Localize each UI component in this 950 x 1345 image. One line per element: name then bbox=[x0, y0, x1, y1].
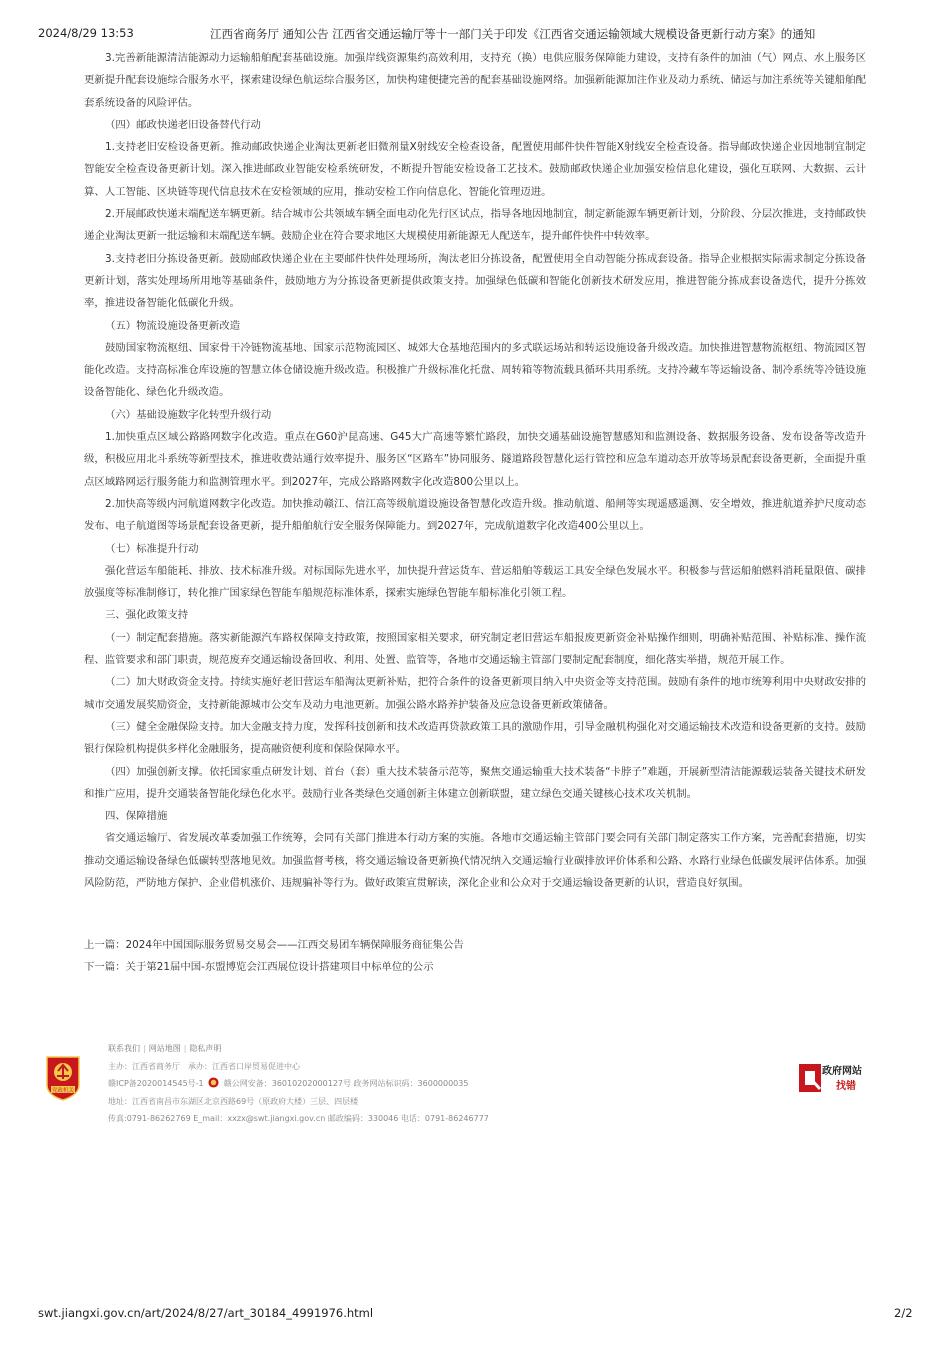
section-heading: 三、强化政策支持 bbox=[105, 609, 189, 622]
section-heading: （四）邮政快递老旧设备替代行动 bbox=[105, 118, 261, 131]
section-heading: 四、保障措施 bbox=[105, 810, 168, 823]
article-navigation bbox=[84, 934, 464, 978]
next-article-link[interactable]: 下一篇：关于第21届中国-东盟博览会江西展位设计搭建项目中标单位的公示 bbox=[84, 961, 434, 973]
article-body bbox=[84, 47, 866, 894]
article-paragraph: 2.加快高等级内河航道网数字化改造。加快推动赣江、信江高等级航道设施设备智慧化改造升级。推动航道、船闸等实现遥感遥测、安全增效，推进航道养护尺度动态发布、电子航道图等场景配套设备更新，提升船舶航行安全服务保障能力。到2027年，完成航道数字化改造400公里以上。 bbox=[84, 497, 866, 533]
police-emblem-icon bbox=[208, 1077, 219, 1088]
footer-police-number[interactable]: 赣公网安备：36010202000127号 政务网站标识码：3600000035 bbox=[223, 1079, 469, 1089]
article-paragraph: 鼓励国家物流枢纽、国家骨干冷链物流基地、国家示范物流园区、城郊大仓基地范围内的多式联运场站和转运设施设备升级改造。加快推进智慧物流枢纽、物流园区智能化改造。支持高标准仓库设施的智慧立体仓储设施升级改造。积极推广升级标准化托盘、周转箱等物流载具循环共用系统。支持冷藏车等运输设备、制冷系统等冷链设施设备智能化、绿色化升级改造。 bbox=[84, 341, 866, 399]
badge-right-line1: 政府网站 bbox=[822, 1066, 862, 1077]
article-paragraph: 强化营运车船能耗、排放、技术标准升级。对标国际先进水平，加快提升营运货车、营运船舶等载运工具安全绿色发展水平。积极参与营运船舶燃料消耗量限值、碳排放强度等标准制修订，转化推广国家绿色智能车船规范标准体系，探索实施绿色智能车船标准化引领工程。 bbox=[84, 564, 866, 600]
article-paragraph: （四）加强创新支撑。依托国家重点研发计划、首台（套）重大技术装备示范等，聚焦交通运输重大技术装备“卡脖子”难题，开展新型清洁能源载运装备关键技术研发和推广应用，提升交通装备智能化绿色化水平。鼓励行业各类绿色交通创新主体建立创新联盟，建立绿色交通关键核心技术攻关机制。 bbox=[84, 765, 866, 800]
footer-registration bbox=[108, 1075, 489, 1093]
footer-contact: 传真:0791-86262769 E_mail：xxzx@swt.jiangxi.gov.cn 邮政编码：330046 电话：0791-86246777 bbox=[108, 1114, 489, 1124]
article-paragraph: （二）加大财政资金支持。持续实施好老旧营运车船淘汰更新补贴，把符合条件的设备更新项目纳入中央资金等支持范围。鼓励有条件的地市统筹利用中央财政安排的城市交通发展奖励资金，支持新能源城市公交车及动力电池更新。加强公路水路养护装备及应急设备更新政策储备。 bbox=[84, 676, 866, 711]
footer-icp-number[interactable]: 赣ICP备2020014545号-1 bbox=[108, 1079, 204, 1089]
article-paragraph: 1.加快重点区域公路路网数字化改造。重点在G60沪昆高速、G45大广高速等繁忙路段，加快交通基础设施智慧感知和监测设备、数据服务设备、发布设备等改造升级，积极应用北斗系统等新型技术，推进收费站通行效率提升、服务区“区路车”协同服务、隧道路段智慧化运行管控和应急车道动态开放等场景配套设备更新，全面提升重点区域路网运行服务能力和监测管理水平。到2027年，完成公路路网数字化改造800公里以上。 bbox=[84, 431, 866, 488]
print-page-url: swt.jiangxi.gov.cn/art/2024/8/27/art_30184_4991976.html bbox=[38, 1306, 374, 1320]
article-paragraph: （一）制定配套措施。落实新能源汽车路权保障支持政策，按照国家相关要求，研究制定老旧营运车船报废更新资金补贴操作细则，明确补贴范围、补贴标准、操作流程、监管要求和部门职责，规范废弃交通运输设备回收、利用、处置、监管等，各地市交通运输主管部门要制定配套制度，细化落实举措，规范开展工作。 bbox=[84, 631, 866, 667]
footer-sponsor: 主办：江西省商务厅 承办：江西省口岸贸易促进中心 bbox=[108, 1061, 300, 1071]
footer-address: 地址：江西省南昌市东湖区北京西路69号（原政府大楼）三层、四层楼 bbox=[108, 1096, 359, 1106]
article-paragraph: 3.完善新能源清洁能源动力运输船舶配套基础设施。加强岸线资源集约高效利用，支持充（换）电供应服务保障能力建设，支持有条件的加油（气）网点、水上服务区更新提升配套设施综合服务水平，探索建设绿色航运综合服务区，加快构建便捷完善的配套基础设施网络。加强新能源加注作业及动力系统、储运与加注系统等关键船舶配套系统设备的风险评估。 bbox=[84, 52, 866, 109]
footer-link-contact[interactable]: 联系我们 bbox=[108, 1044, 140, 1053]
previous-article-link[interactable]: 上一篇：2024年中国国际服务贸易交易会——江西交易团车辆保障服务商征集公告 bbox=[84, 939, 464, 951]
article-paragraph: 3.支持老旧分拣设备更新。鼓励邮政快递企业在主要邮件快件处理场所，淘汰老旧分拣设备，配置使用全自动智能分拣成套设备。指导企业根据实际需求制定分拣设备更新计划，落实处理场所用地等基础条件，鼓励地方为分拣设备更新提供政策支持。加强绿色低碳和智能化创新技术研发应用，推进智能分拣成套设备迭代，提升分拣效率，推进设备智能化低碳化升级。 bbox=[84, 252, 866, 310]
party-government-badge[interactable] bbox=[45, 1055, 81, 1101]
badge-right-line2: 找错 bbox=[836, 1081, 856, 1092]
footer-links: 联系我们 | 网站地图 | 隐私声明 bbox=[108, 1044, 222, 1053]
gov-website-error-report-badge[interactable] bbox=[798, 1060, 872, 1096]
section-heading: （五）物流设施设备更新改造 bbox=[105, 319, 241, 332]
section-heading: （七）标准提升行动 bbox=[105, 542, 199, 555]
print-page-title: 江西省商务厅 通知公告 江西省交通运输厅等十一部门关于印发《江西省交通运输领域大规模设备更新行动方案》的通知 bbox=[210, 27, 816, 41]
article-paragraph: 1.支持老旧安检设备更新。推动邮政快递企业淘汰更新老旧微剂量X射线安全检查设备，配置使用邮件快件智能X射线安全检查设备。指导邮政快递企业因地制宜制定智能安全检查设备更新计划。深入推进邮政业智能安检系统研发，不断提升智能安检设备工艺技术。鼓励邮政快递企业加强安检信息化建设，强化互联网、大数据、云计算、人工智能、区块链等现代信息技术在安检领域的应用，推动安检工作向信息化、智能化管理迈进。 bbox=[84, 141, 866, 198]
site-footer bbox=[108, 1040, 489, 1128]
footer-link-privacy[interactable]: 隐私声明 bbox=[189, 1044, 222, 1053]
print-timestamp: 2024/8/29 13:53 bbox=[38, 26, 134, 40]
footer-link-sitemap[interactable]: 网站地图 bbox=[148, 1044, 181, 1053]
error-report-icon bbox=[798, 1061, 822, 1095]
party-government-badge-icon bbox=[45, 1055, 81, 1101]
article-paragraph: 省交通运输厅、省发展改革委加强工作统筹，会同有关部门推进本行动方案的实施。各地市交通运输主管部门要会同有关部门制定落实工作方案，完善配套措施，切实推动交通运输设备绿色低碳转型落地见效。加强监督考核，将交通运输设备更新换代情况纳入交通运输行业碳排放评价体系和公路、水路行业绿色低碳发展评估体系。加强风险防范，严防地方保护、企业借机涨价、违规骗补等行为。做好政策宣贯解读，深化企业和公众对于交通运输设备更新的认识，营造良好氛围。 bbox=[84, 832, 866, 889]
print-page-number: 2/2 bbox=[894, 1306, 913, 1320]
badge-left-label: 党政机关 bbox=[51, 1088, 75, 1094]
article-paragraph: 2.开展邮政快递末端配送车辆更新。结合城市公共领域车辆全面电动化先行区试点，指导各地因地制宜，制定新能源车辆更新计划，分阶段、分层次推进，支持邮政快递企业淘汰更新一批运输和末端配送车辆。鼓励企业在符合要求地区大规模使用新能源无人配送车，提升邮件快件中转效率。 bbox=[84, 208, 866, 243]
article-paragraph: （三）健全金融保险支持。加大金融支持力度，发挥科技创新和技术改造再贷款政策工具的激励作用，引导金融机构强化对交通运输技术改造和设备更新的支持。鼓励银行保险机构提供多样化金融服务，提高融资便利度和保险保障水平。 bbox=[84, 720, 866, 756]
section-heading: （六）基础设施数字化转型升级行动 bbox=[105, 408, 272, 421]
